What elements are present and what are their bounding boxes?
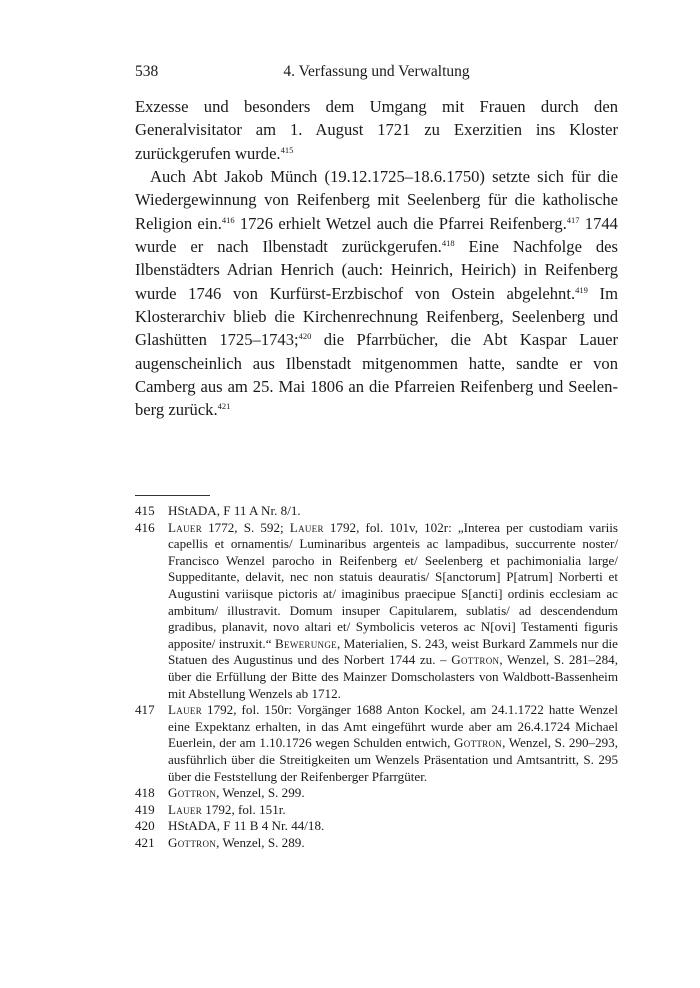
sentence: Auch Abt Jakob Münch (19.12.1725–18.6.1750) setzte sich für die Wiedergewinnung von Reifenberg mit Seelenberg für die katholische Religion ein.	[135, 167, 618, 233]
footnote-number: 419	[135, 801, 155, 817]
footnote-number: 417	[135, 702, 155, 718]
citation-text: 1792, fol. 150r: Vorgänger 1688 Anton Kockel, am 24.1.1722 hatte Wenzel eine Expektanz erhalten, in das Amt eingeführt wurde aber am 26.4.1724 Michael Euerlein, der am 1.10.1726 wegen Schulden entwich,	[168, 702, 618, 751]
sentence: Im Klosterarchiv blieb die Kirchenrechnung Reifenberg, Seelenberg und Glashütten 1725–1743;	[135, 283, 618, 350]
citation-text: 1792, fol. 151r.	[202, 801, 286, 817]
sentence: 1744 wurde er nach Ilbenstadt zurückgerufen.	[135, 213, 618, 257]
footnote-ref: 415	[280, 144, 294, 155]
author-name: Lauer	[168, 702, 202, 718]
citation-text: , Materialien, S. 243, weist Burkard Zammels nur die Statuen des Augustinus und des Norbert 1744 zu. –	[168, 635, 618, 668]
citation-text: 1792, fol. 101v, 102r: „Interea per custodiam variis capellis et ornamentis/ Luminaribus argenteis ac lampadibus, succurrente noster/ Francisco Wenzel parocho in Reifenberg et/ Seelenberg et pachimonialia large/ Suppeditante, delavit, nec non statuis deauratis/ S[anctorum] P[atrum] Norberti et Augustini variisque pictoris at/ imaginibus praecipue S[ancti] ordinis ecclesiam ac ambitum/ illustravit. Domum insuper Capitularem, sublatis/ ad descendendum gradibus, planavit, novo altari et/ Symbolicis veteros ac N[ovi] Testamenti figuris apposite/ instruxit.“	[168, 519, 619, 651]
footnote	[135, 818, 618, 835]
citation-text: , Wenzel, S. 281–284, über die Erfüllung der Bitte des Mainzer Domscholasters von Waldbott-Bassenheim mit Abstellung Wenzels ab 1712.	[168, 652, 619, 701]
running-title: 4. Verfassung und Verwaltung	[283, 63, 470, 80]
paragraph	[135, 95, 618, 165]
citation-text: , Wenzel, S. 290–293, ausführlich über die Streitigkeiten um Wenzels Präsentation und Amtsantritt, S. 295 über die Feststellung der Reifenberger Pfarrgüter.	[168, 735, 618, 784]
footnote	[135, 785, 618, 802]
footnote-number: 418	[135, 785, 155, 801]
footnotes	[135, 503, 618, 851]
footnote-number: 416	[135, 519, 155, 535]
footnote-text	[168, 520, 618, 703]
footnote-text: HStADA, F 11 B 4 Nr. 44/18.	[168, 818, 325, 834]
citation-text: , Wenzel, S. 289.	[216, 834, 305, 850]
footnote	[135, 503, 618, 520]
sentence: die Pfarrbücher, die Abt Kaspar Lauer augenscheinlich aus Ilbenstadt mitgenommen hatte, sandte er von Camberg aus am 25. Mai 1806 an die Pfarreien Reifenberg und Seelenberg zurück.	[135, 330, 618, 420]
sentence: 1726 erhielt Wetzel auch die Pfarrei Reifenberg.	[234, 213, 567, 233]
footnote-text	[168, 785, 618, 802]
author-name: Bewerunge	[275, 635, 337, 651]
author-name: Lauer	[168, 801, 202, 817]
footnote	[135, 702, 618, 785]
footnote-ref: 420	[298, 331, 312, 342]
footnote	[135, 520, 618, 703]
citation-text: , Wenzel, S. 299.	[216, 785, 305, 801]
footnote-number: 421	[135, 834, 155, 850]
sentence: Eine Nachfolge des Ilbenstädters Adrian Henrich (auch: Heinrich, Heirich) in Reifenberg wurde 1746 von Kurfürst-Erzbischof von Ostein abgelehnt.	[135, 237, 618, 303]
running-header	[135, 63, 618, 83]
author-name: Lauer	[168, 519, 202, 535]
author-name: Gottron	[168, 834, 217, 850]
footnote-number: 415	[135, 503, 155, 518]
paragraph-text: Exzesse und besonders dem Umgang mit Frauen durch den Generalvisitator am 1. August 1721 zu Exerzitien ins Kloster zurückgerufen wurde.	[135, 97, 618, 163]
footnote-divider	[135, 495, 210, 496]
footnote-text	[168, 835, 618, 852]
footnote-text	[168, 802, 618, 819]
footnote-text: HStADA, F 11 A Nr. 8/1.	[168, 503, 301, 518]
footnote-number: 420	[135, 818, 155, 834]
author-name: Gottron	[451, 652, 500, 668]
author-name: Gottron	[168, 785, 217, 801]
author-name: Lauer	[289, 519, 324, 535]
footnote	[135, 835, 618, 852]
footnote-ref: 416	[221, 214, 235, 225]
footnote-ref: 419	[575, 284, 588, 295]
page-number: 538	[135, 63, 159, 80]
main-text	[135, 95, 618, 422]
footnote-ref: 417	[566, 214, 580, 225]
footnote	[135, 802, 618, 819]
footnote-text	[168, 702, 618, 785]
author-name: Gottron	[454, 735, 503, 751]
footnote-ref: 418	[441, 238, 455, 249]
footnote-ref: 421	[217, 401, 231, 412]
paragraph	[135, 165, 618, 422]
citation-text: 1772, S. 592;	[202, 519, 290, 535]
